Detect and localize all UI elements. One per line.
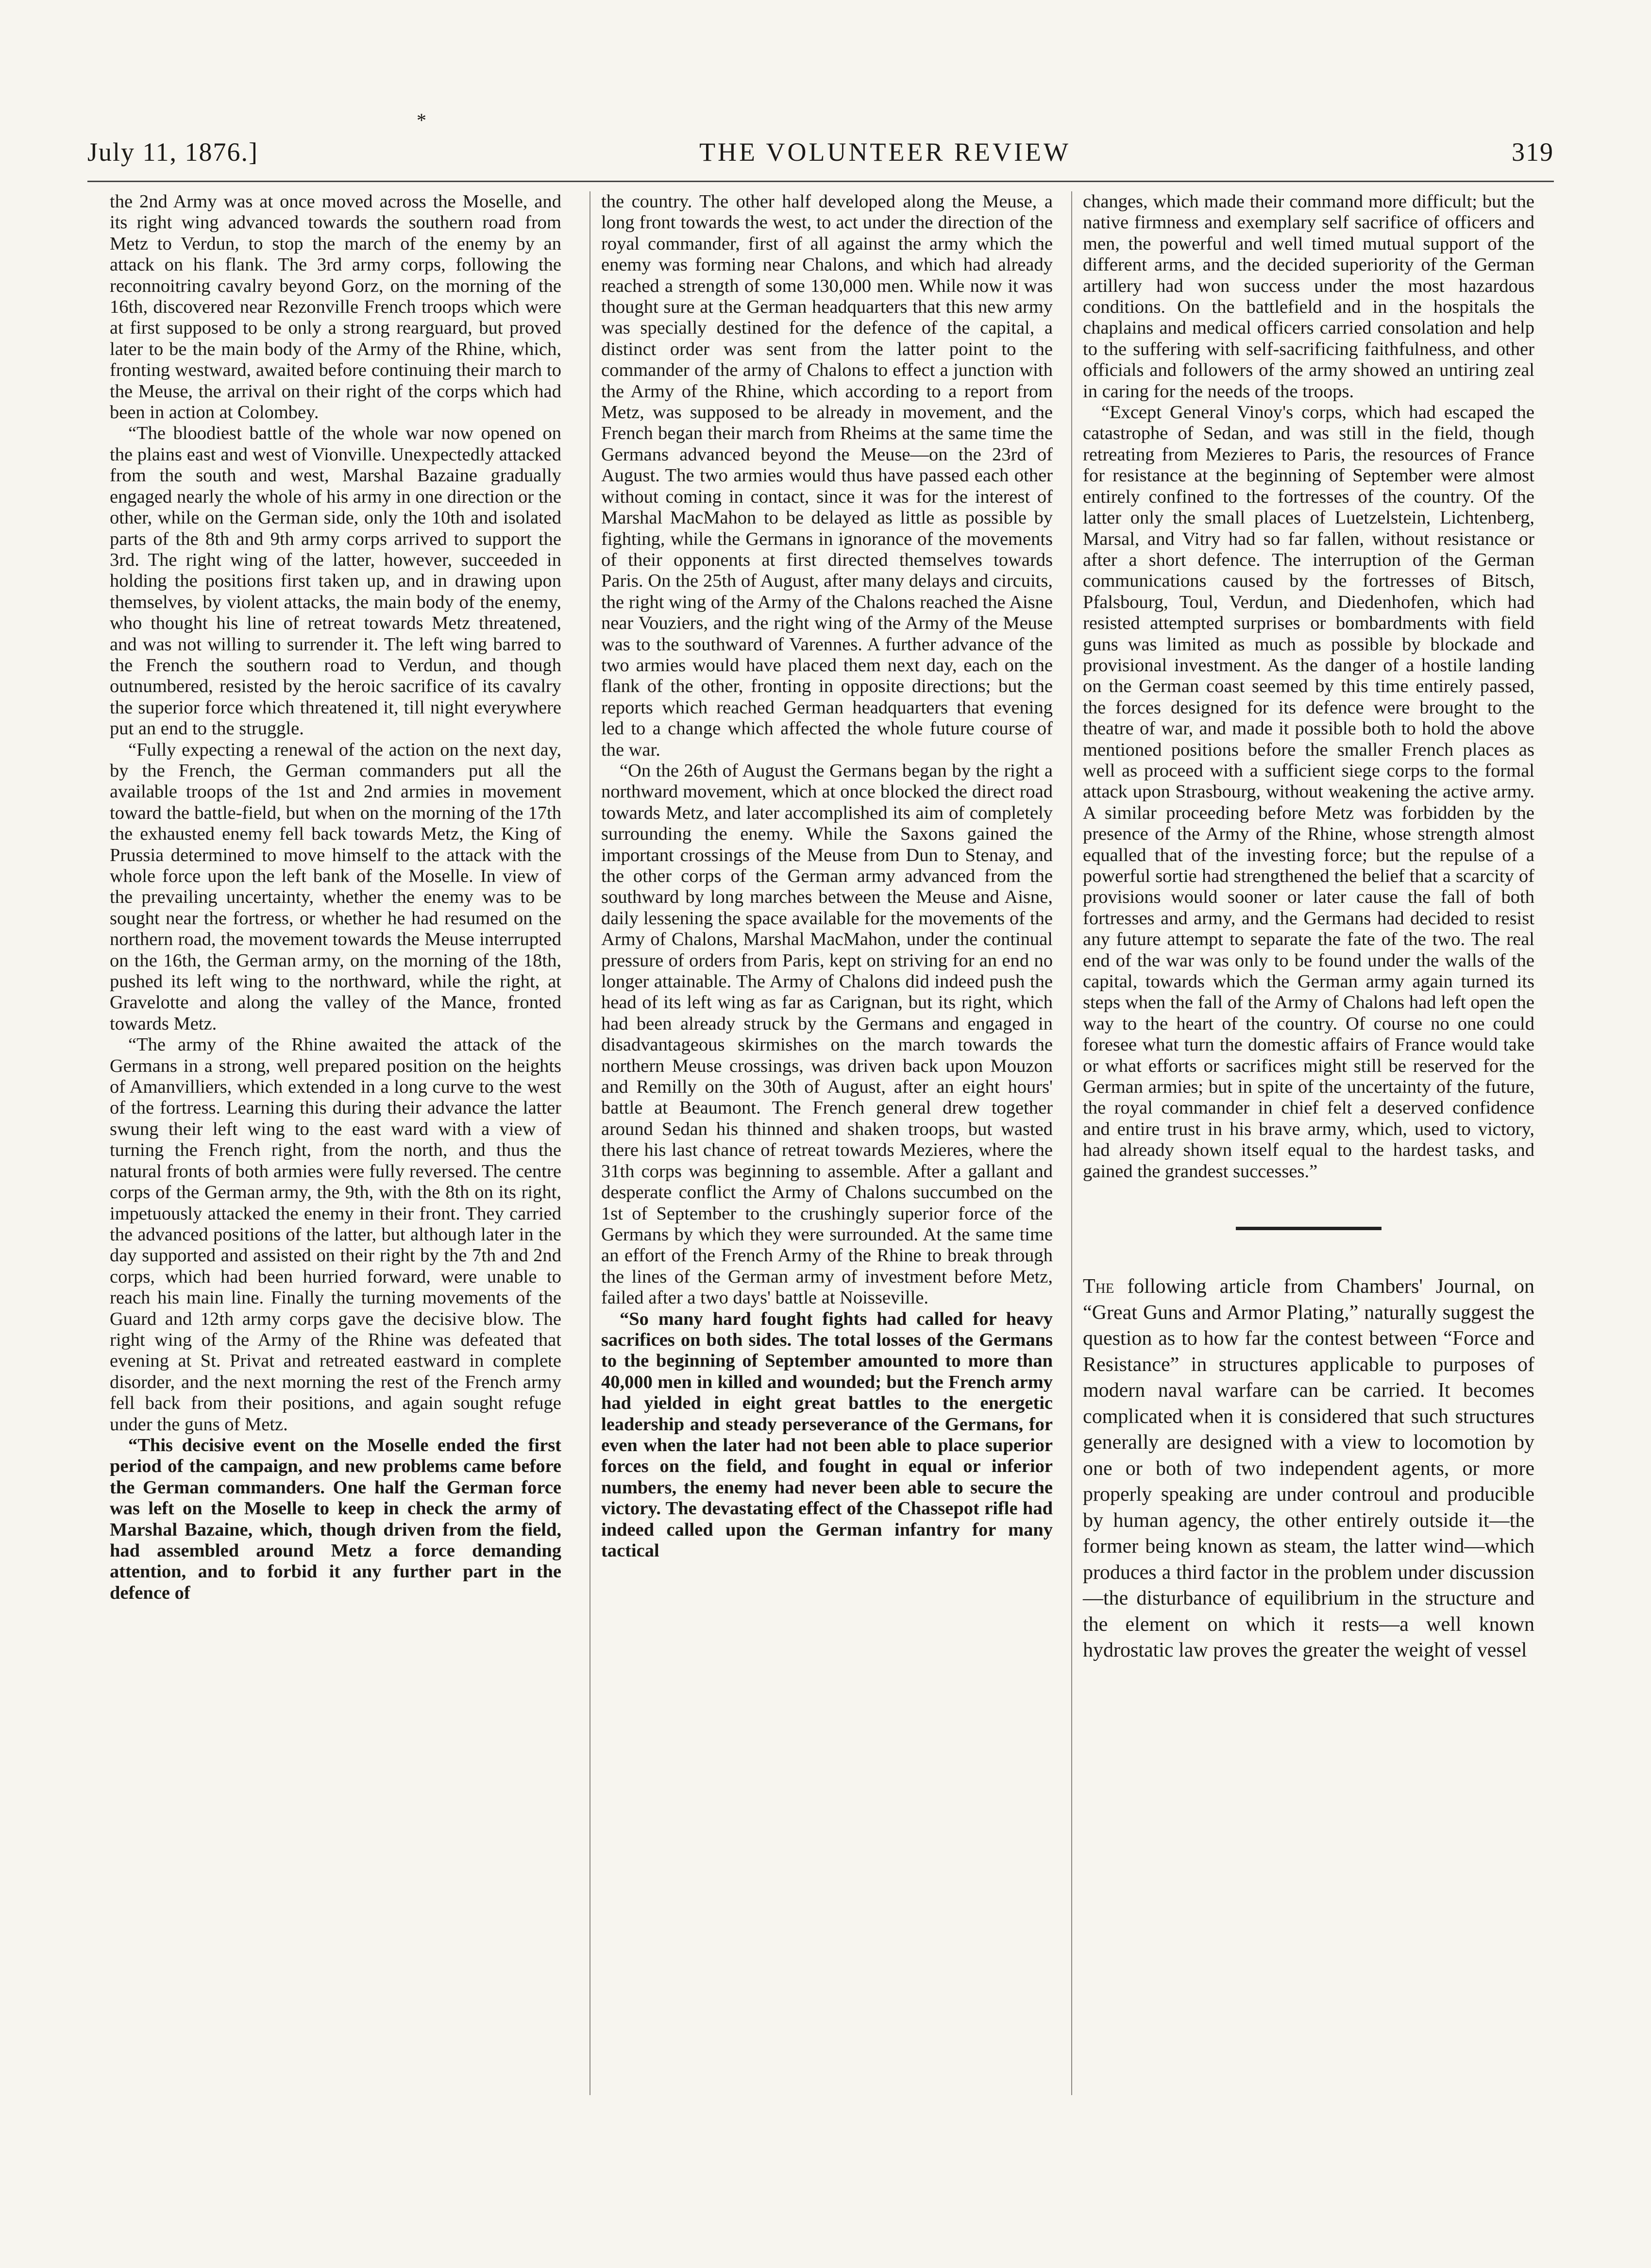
paragraph: the 2nd Army was at once moved across the Moselle, and its right wing advanced towards the southern road from Metz to Verdun, to stop the march of the enemy by an attack on his flank. The 3rd army corps, following the reconnoitring cavalry beyond Gorz, on the morning of the 16th, discovered near Rezonville French troops which were at first supposed to be only a strong rearguard, but proved later to be the main body of the Army of the Rhine, which, fronting westward, awaited before continuing their march to the Meuse, the arrival on their right of the corps which had been in action at Colombey. [110, 191, 561, 423]
column-2 [601, 191, 1053, 1561]
column-1 [110, 191, 561, 1604]
paragraph: “The bloodiest battle of the whole war now opened on the plains east and west of Vionville. Unexpectedly attacked from the south and west, Marshal Bazaine gradually engaged nearly the whole of his army in one direction or the other, while on the German side, only the 10th and isolated parts of the 8th and 9th army corps arrived to support the 3rd. The right wing of the latter, however, succeeded in holding the positions first taken up, and in drawing upon themselves, by violent attacks, the main body of the enemy, who thought his line of retreat towards Metz threatened, and was not willing to surrender it. The left wing barred to the French the southern road to Verdun, and though outnumbered, resisted by the heroic sacrifice of its cavalry the superior force which threatened it, till night everywhere put an end to the struggle. [110, 423, 561, 739]
article-lead-in: The [1083, 1275, 1114, 1298]
paragraph: the country. The other half developed along the Meuse, a long front towards the west, to act under the direction of the royal commander, first of all against the army which the enemy was forming near Chalons, and which had already reached a strength of some 130,000 men. While now it was thought sure at the German headquarters that this new army was specially destined for the defence of the capital, a distinct order was sent from the latter point to the commander of the army of Chalons to effect a junction with the Army of the Rhine, which according to a report from Metz, was supposed to be already in movement, and the French began their march from Rheims at the same time the Germans advanced beyond the Meuse—on the 23rd of August. The two armies would thus have passed each other without coming in contact, since it was for the interest of Marshal MacMahon to be delayed as little as possible by fighting, while the Germans in ignorance of the movements of their opponents at first directed themselves towards Paris. On the 25th of August, after many delays and circuits, the right wing of the Army of the Chalons reached the Aisne near Vouziers, and the right wing of the Army of the Meuse was to the southward of Varennes. A further advance of the two armies would have placed them next day, each on the flank of the other, fronting in opposite directions; but the reports which reached German headquarters that evening led to a change which affected the whole future course of the war. [601, 191, 1053, 760]
paragraph: “This decisive event on the Moselle ended the first period of the campaign, and new problems came before the German commanders. One half the German force was left on the Moselle to keep in check the army of Marshal Bazaine, which, though driven from the field, had assembled around Metz a force demanding attention, and to forbid it any further part in the defence of [110, 1435, 561, 1603]
paragraph: changes, which made their command more difficult; but the native firmness and exemplary self sacrifice of officers and men, the powerful and well timed mutual support of the different arms, and the decided superiority of the German artillery had won success under the most hazardous conditions. On the battlefield and in the hospitals the chaplains and medical officers carried consolation and help to the suffering with self-sacrificing faithfulness, and other officials and followers of the army showed an untiring zeal in caring for the needs of the troops. [1083, 191, 1534, 402]
section-separator [1236, 1227, 1381, 1230]
paragraph: “Fully expecting a renewal of the action on the next day, by the French, the German commanders put all the available troops of the 1st and 2nd armies in movement toward the battle-field, but when on the morning of the 17th the exhausted enemy fell back towards Metz, the King of Prussia determined to move himself to the attack with the whole force upon the left bank of the Moselle. In view of the prevailing uncertainty, whether the enemy was to be sought near the fortress, or whether he had resumed on the northern road, the movement towards the Meuse interrupted on the 16th, the German army, on the morning of the 18th, pushed its left wing to the northward, while the right, at Gravelotte and along the valley of the Mance, fronted towards Metz. [110, 739, 561, 1034]
page-number: 319 [1512, 137, 1554, 167]
article-text: following article from Chambers' Journal, on “Great Guns and Armor Plating,” naturally suggest the question as to how far the contest between “Force and Resistance” in structures applicable to purposes of modern naval warfare can be carried. It becomes complicated when it is considered that such structures generally are designed with a view to locomotion by one or both of two independent agents, or more properly speaking are under controul and producible by human agency, the other entirely outside it—the former being known as steam, the latter wind—which produces a third factor in the problem under discussion—the disturbance of equilibrium in the structure and the element on which it rests—a well known hydrostatic law proves the greater the weight of vessel [1083, 1275, 1535, 1662]
column-divider [1071, 191, 1072, 2095]
printer-mark: * [417, 109, 426, 131]
paragraph: “Except General Vinoy's corps, which had escaped the catastrophe of Sedan, and was still in the field, though retreating from Mezieres to Paris, the resources of France for resistance at the beginning of September were almost entirely confined to the fortresses of the country. Of the latter only the small places of Luetzelstein, Lichtenberg, Marsal, and Vitry had so far fallen, without resistance or after a short defence. The interruption of the German communications caused by the fortresses of Bitsch, Pfalsbourg, Toul, Verdun, and Diedenhofen, which had resisted attempted surprises or bombardments with field guns was limited as much as possible by blockade and provisional investment. As the danger of a hostile landing on the German coast seemed by this time entirely passed, the forces designed for its defence were brought to the theatre of war, and made it possible both to hold the above mentioned positions before the smaller French places as well as proceed with a sufficient siege corps to the formal attack upon Strasbourg, without weakening the active army. A similar proceeding before Metz was forbidden by the presence of the Army of the Rhine, whose strength almost equalled that of the investing force; but the repulse of a powerful sortie had strengthened the belief that a scarcity of provisions would sooner or later cause the fall of both fortresses and army, and the Germans had decided to resist any future attempt to separate the fate of the two. The real end of the war was only to be found under the walls of the capital, towards which the German army again turned its steps when the fall of the Army of Chalons had left open the way to the heart of the country. Of course no one could foresee what turn the domestic affairs of France would take or what efforts or sacrifices might still be reserved for the German armies; but in spite of the uncertainty of the future, the royal commander in chief felt a deserved confidence and entire trust in his brave army, which, used to victory, had already shown itself equal to the hardest tasks, and gained the grandest successes.” [1083, 402, 1534, 1182]
page-header [87, 137, 1554, 176]
column-3 [1083, 191, 1534, 1664]
paragraph: “So many hard fought fights had called for heavy sacrifices on both sides. The total losses of the Germans to the beginning of September amounted to more than 40,000 men in killed and wounded; but the French army had yielded in eight great battles to the energetic leadership and steady perseverance of the Germans, for even when the later had not been able to place superior forces on the field, and fought in equal or inferior numbers, the enemy had never been able to secure the victory. The devastating effect of the Chassepot rifle had indeed called upon the German infantry for many tactical [601, 1308, 1053, 1561]
paragraph: “On the 26th of August the Germans began by the right a northward movement, which at once blocked the direct road towards Metz, and later accomplished its aim of completely surrounding the enemy. While the Saxons gained the important crossings of the Meuse from Dun to Stenay, and the other corps of the German army advanced from the southward by long marches between the Meuse and Aisne, daily lessening the space available for the movements of the Army of Chalons, Marshal MacMahon, under the continual pressure of orders from Paris, kept on striving for an end no longer attainable. The Army of Chalons did indeed push the head of its left wing as far as Carignan, but its right, which had been already struck by the Germans and engaged in disadvantageous skirmishes on the march towards the northern Meuse crossings, was driven back upon Mouzon and Remilly on the 30th of August, after an eight hours' battle at Beaumont. The French general drew together around Sedan his thinned and shaken troops, but wasted there his last chance of retreat towards Mezieres, where the 31th corps was beginning to assemble. After a gallant and desperate conflict the Army of Chalons succumbed on the 1st of September to the crushingly superior force of the Germans by which they were surrounded. At the same time an effort of the French Army of the Rhine to break through the lines of the German army of investment before Metz, failed after a two days' battle at Noisseville. [601, 760, 1053, 1308]
publication-title: THE VOLUNTEER REVIEW [699, 137, 1071, 167]
article-paragraph [1083, 1274, 1534, 1664]
paragraph: “The army of the Rhine awaited the attack of the Germans in a strong, well prepared position on the heights of Amanvilliers, which extended in a long curve to the west of the fortress. Learning this during their advance the latter swung their left wing to the east ward with a view of turning the French right, from the north, and thus the natural fronts of both armies were fully reversed. The centre corps of the German army, the 9th, with the 8th on its right, impetuously attacked the enemy in their front. They carried the advanced positions of the latter, but although later in the day supported and assisted on their right by the 7th and 2nd corps, which had been hurried forward, were unable to reach his main line. Finally the turning movements of the Guard and 12th army corps gave the decisive blow. The right wing of the Army of the Rhine was defeated that evening at St. Privat and retreated eastward in complete disorder, and the next morning the rest of the French army fell back from their positions, and again sought refuge under the guns of Metz. [110, 1034, 561, 1435]
article-intro [1083, 1274, 1534, 1664]
issue-date: July 11, 1876.] [87, 137, 258, 167]
header-rule [87, 181, 1554, 182]
